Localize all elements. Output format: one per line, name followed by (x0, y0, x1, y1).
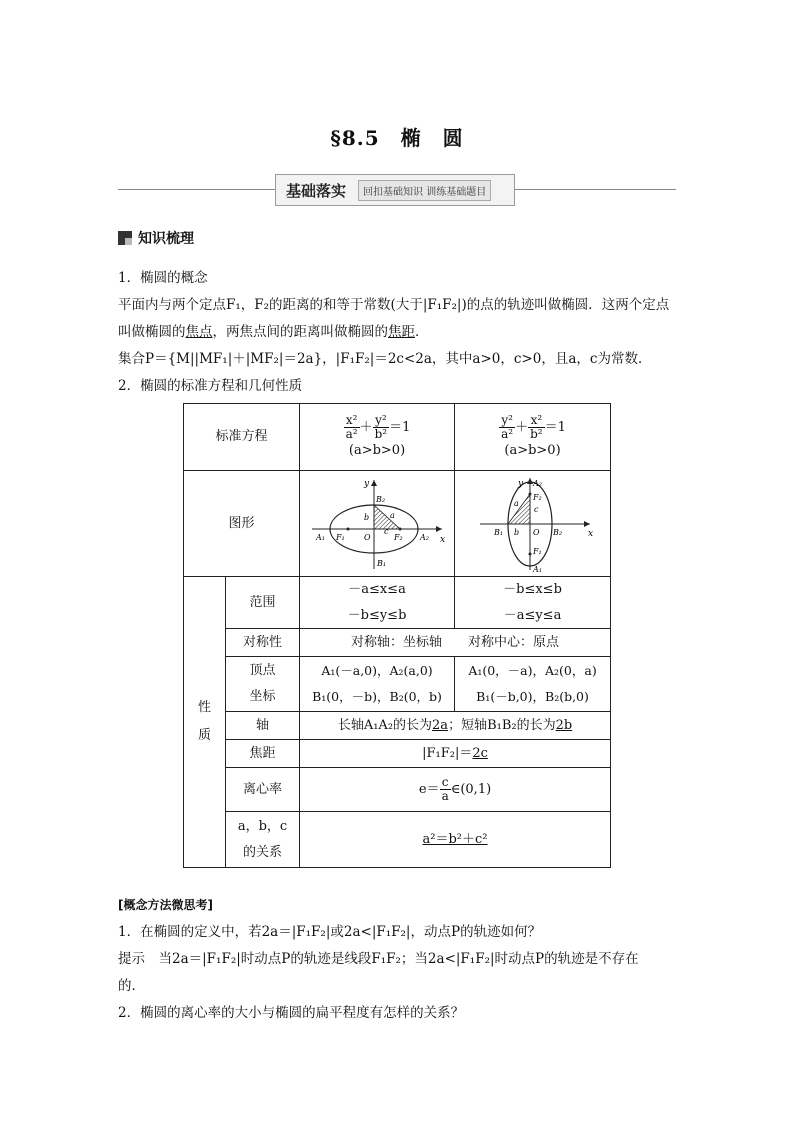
range-horizontal (300, 577, 455, 629)
question-2: 2．椭圆的离心率的大小与椭圆的扁平程度有怎样的关系？ (118, 1005, 465, 1021)
focus-point (347, 527, 350, 530)
concept-text: ． (415, 324, 429, 340)
vertex-b: B₁(0，－b)，B₂(0，b) (312, 689, 442, 704)
major-axis-length: 2a (432, 717, 449, 733)
table-row (184, 812, 611, 868)
banner-sub-label: 回扣基础知识 训练基础题目 (358, 180, 491, 201)
think-tag: [概念方法微思考] (118, 898, 213, 912)
banner-rule-left (118, 189, 275, 190)
label-O: O (364, 532, 371, 542)
label-F2: F₂ (394, 532, 403, 542)
range-y: －a≤y≤a (503, 607, 562, 623)
equation-horizontal: $\frac{\text{x²}}{\text{a²}}$ ＋ $\frac{\text{y²}}{\text{b²}}$ ＝1 (a>b>0) (300, 404, 455, 471)
label-y: y (364, 478, 370, 489)
label-figure: 图形 (184, 471, 300, 577)
ecc-text: ∈(0,1) (450, 782, 492, 797)
relation-formula: a²＝b²＋c² (422, 831, 488, 847)
focus-point (528, 492, 531, 495)
label-c: c (384, 526, 389, 536)
table-row (184, 712, 611, 740)
relation-value (300, 812, 611, 868)
table-row (184, 471, 611, 577)
horizontal-ellipse-figure (302, 474, 452, 574)
frac-denominator: b² (374, 426, 388, 441)
label-focal-distance: 焦距 (226, 740, 300, 768)
frac-denominator: a² (501, 426, 514, 441)
range-x: －b≤x≤b (503, 581, 562, 597)
label-y: y (517, 478, 523, 489)
label-F1: F₁ (336, 532, 345, 542)
vertex-a: A₁(－a,0)，A₂(a,0) (321, 663, 433, 678)
range-vertical (455, 577, 611, 629)
label-relation (226, 812, 300, 868)
frac-numerator: c (440, 776, 451, 790)
equation-condition: (a>b>0) (504, 442, 561, 458)
focus-point (399, 527, 402, 530)
label-F1: F₁ (532, 546, 542, 556)
label-B1: B₁ (377, 558, 387, 568)
label-B1: B₁ (493, 527, 503, 537)
figure-vertical-cell (455, 471, 611, 577)
label-eccentricity: 离心率 (226, 768, 300, 812)
section-heading-text: 知识梳理 (138, 231, 194, 247)
square-bullet-icon (118, 231, 132, 245)
answer-1-line-1: 提示 当2a＝|F₁F₂|时动点P的轨迹是线段F₁F₂；当2a<|F₁F₂|时动点P的轨迹是不存在 (118, 951, 639, 967)
equation-vertical: $\frac{\text{y²}}{\text{a²}}$ ＋ $\frac{\text{x²}}{\text{b²}}$ ＝1 (a>b>0) (455, 404, 611, 471)
figure-horizontal-cell (300, 471, 455, 577)
concept-line-1: 平面内与两个定点F₁，F₂的距离的和等于常数(大于|F₁F₂|)的点的轨迹叫做椭圆．这两个定点 (118, 297, 670, 313)
focal-distance-value (300, 740, 611, 768)
axis-text: 长轴A₁A₂的长为 (337, 717, 433, 733)
concept-line-2 (118, 322, 429, 342)
axis-value (300, 712, 611, 740)
range-y: －b≤y≤b (347, 607, 407, 623)
focal-text: |F₁F₂|＝ (422, 745, 473, 761)
vertex-vertical (455, 657, 611, 712)
frac-denominator: b² (530, 426, 543, 441)
range-x: －a≤x≤a (348, 581, 406, 597)
label-standard-equation: 标准方程 (184, 404, 300, 471)
label-O: O (532, 527, 540, 537)
term-focal-distance: 焦距 (388, 324, 415, 340)
y-axis-arrow-icon (371, 480, 377, 486)
table-row (184, 740, 611, 768)
equation-rhs: ＝1 (389, 419, 411, 435)
label-relation-line: 的关系 (243, 844, 283, 860)
label-B2: B₂ (376, 494, 386, 504)
focus-point (528, 552, 531, 555)
vertex-a: A₁(0，－a)，A₂(0，a) (468, 663, 597, 678)
table-row (184, 629, 611, 657)
question-1: 1．在椭圆的定义中，若2a＝|F₁F₂|或2a<|F₁F₂|，动点P的轨迹如何？ (118, 924, 542, 940)
symmetry-value: 对称轴：坐标轴 对称中心：原点 (300, 629, 611, 657)
term-foci: 焦点 (185, 324, 213, 340)
label-vertex (226, 657, 300, 712)
equation-condition: (a>b>0) (348, 442, 406, 458)
table-row (184, 577, 611, 629)
label-A2: A₂ (420, 532, 429, 542)
label-x: x (587, 528, 593, 539)
label-A2: A₂ (532, 478, 542, 488)
label-a: a (390, 510, 395, 520)
label-F2: F₂ (532, 492, 542, 502)
table-row (184, 768, 611, 812)
label-properties-line: 性 (197, 700, 211, 715)
frac-numerator: y² (499, 414, 515, 428)
label-B2: B₂ (552, 527, 562, 537)
label-vertex-line: 坐标 (249, 689, 276, 704)
banner-rule-right (515, 189, 676, 190)
concept-text: ，两焦点间的距离叫做椭圆的 (212, 324, 388, 340)
label-vertex-line: 顶点 (249, 663, 276, 678)
banner-main-label: 基础落实 (286, 181, 347, 200)
focal-length: 2c (472, 745, 488, 761)
label-range: 范围 (226, 577, 300, 629)
frac-numerator: y² (373, 414, 390, 428)
label-A1: A₁ (316, 532, 325, 542)
vertex-horizontal (300, 657, 455, 712)
ellipse-properties-table (183, 403, 611, 868)
ecc-text: e＝ (418, 782, 440, 797)
label-relation-line: a，b，c (237, 818, 288, 834)
label-symmetry: 对称性 (226, 629, 300, 657)
frac-denominator: a² (345, 426, 358, 441)
frac-denominator: a (441, 789, 449, 803)
label-c: c (533, 504, 538, 514)
x-axis-arrow-icon (436, 526, 442, 532)
page-title: §8.5 椭 圆 (330, 126, 464, 150)
vertical-ellipse-figure (458, 474, 608, 574)
table-row (184, 404, 611, 471)
concept-heading: 1．椭圆的概念 (118, 270, 208, 286)
axis-text: ；短轴B₁B₂的长为 (448, 717, 556, 733)
x-axis-arrow-icon (584, 521, 590, 527)
frac-numerator: x² (344, 414, 360, 428)
label-x: x (440, 534, 446, 545)
concept-line-3: 集合P＝{M||MF₁|＋|MF₂|＝2a}，|F₁F₂|＝2c<2a，其中a>0，c>0，且a，c为常数． (118, 351, 652, 367)
vertex-b: B₁(－b,0)，B₂(b,0) (476, 689, 589, 704)
label-b: b (513, 527, 519, 537)
concept-text: 叫做椭圆的 (118, 324, 186, 340)
section-banner (275, 174, 515, 206)
label-properties-line: 质 (197, 728, 211, 743)
answer-1-line-2: 的． (118, 978, 145, 994)
label-b: b (364, 512, 370, 522)
label-properties (184, 577, 226, 868)
table-row (184, 657, 611, 712)
label-axis: 轴 (226, 712, 300, 740)
equation-rhs: ＝1 (544, 419, 566, 435)
minor-axis-length: 2b (555, 717, 573, 733)
label-a: a (513, 498, 519, 508)
section-heading (118, 228, 194, 248)
frac-numerator: x² (528, 414, 545, 428)
label-A1: A₁ (532, 564, 542, 574)
hatched-triangle (508, 494, 530, 524)
standard-heading: 2．椭圆的标准方程和几何性质 (118, 378, 303, 394)
eccentricity-value (300, 768, 611, 812)
